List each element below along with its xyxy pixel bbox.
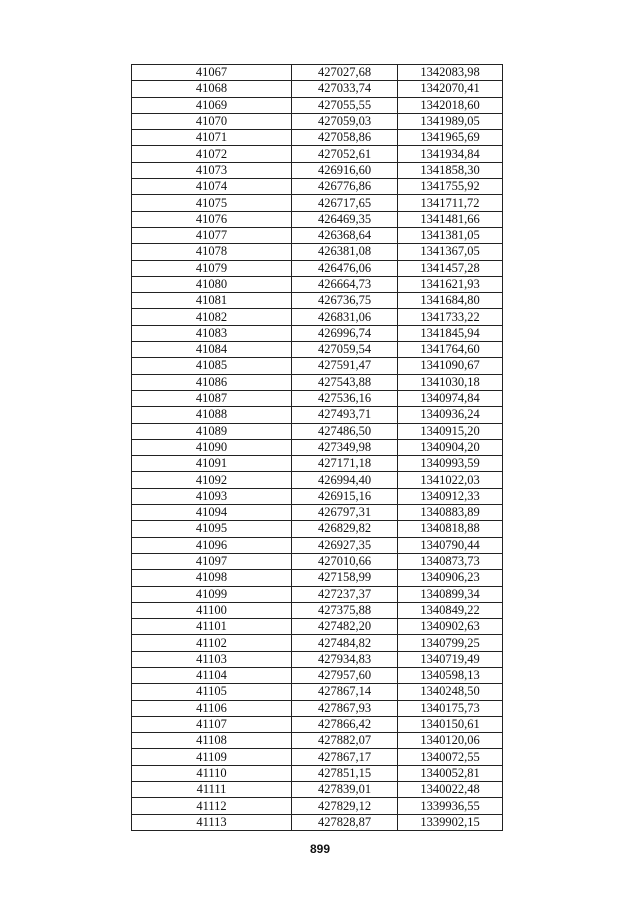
point-id-cell: 41082 bbox=[132, 309, 292, 325]
x-coordinate-cell: 426717,65 bbox=[292, 195, 398, 211]
y-coordinate-cell: 1340906,23 bbox=[398, 570, 503, 586]
x-coordinate-cell: 427867,17 bbox=[292, 749, 398, 765]
y-coordinate-cell: 1341858,30 bbox=[398, 162, 503, 178]
x-coordinate-cell: 426915,16 bbox=[292, 488, 398, 504]
point-id-cell: 41085 bbox=[132, 358, 292, 374]
y-coordinate-cell: 1340790,44 bbox=[398, 537, 503, 553]
x-coordinate-cell: 427828,87 bbox=[292, 814, 398, 830]
y-coordinate-cell: 1341030,18 bbox=[398, 374, 503, 390]
x-coordinate-cell: 426664,73 bbox=[292, 276, 398, 292]
point-id-cell: 41113 bbox=[132, 814, 292, 830]
y-coordinate-cell: 1339902,15 bbox=[398, 814, 503, 830]
table-row bbox=[132, 586, 503, 602]
table-row bbox=[132, 700, 503, 716]
point-id-cell: 41086 bbox=[132, 374, 292, 390]
point-id-cell: 41076 bbox=[132, 211, 292, 227]
table-row bbox=[132, 798, 503, 814]
point-id-cell: 41074 bbox=[132, 179, 292, 195]
point-id-cell: 41103 bbox=[132, 651, 292, 667]
point-id-cell: 41110 bbox=[132, 765, 292, 781]
x-coordinate-cell: 427591,47 bbox=[292, 358, 398, 374]
table-row bbox=[132, 619, 503, 635]
table-row bbox=[132, 81, 503, 97]
table-row bbox=[132, 570, 503, 586]
point-id-cell: 41097 bbox=[132, 553, 292, 569]
x-coordinate-cell: 426368,64 bbox=[292, 227, 398, 243]
table-row bbox=[132, 179, 503, 195]
table-row bbox=[132, 635, 503, 651]
point-id-cell: 41104 bbox=[132, 667, 292, 683]
point-id-cell: 41078 bbox=[132, 244, 292, 260]
y-coordinate-cell: 1341684,80 bbox=[398, 293, 503, 309]
table-row bbox=[132, 423, 503, 439]
y-coordinate-cell: 1340936,24 bbox=[398, 407, 503, 423]
point-id-cell: 41101 bbox=[132, 619, 292, 635]
table-row bbox=[132, 505, 503, 521]
x-coordinate-cell: 427058,86 bbox=[292, 130, 398, 146]
table-row bbox=[132, 162, 503, 178]
y-coordinate-cell: 1340598,13 bbox=[398, 667, 503, 683]
table-row bbox=[132, 782, 503, 798]
page-number: 899 bbox=[309, 842, 331, 856]
point-id-cell: 41070 bbox=[132, 113, 292, 129]
table-row bbox=[132, 472, 503, 488]
point-id-cell: 41092 bbox=[132, 472, 292, 488]
y-coordinate-cell: 1340902,63 bbox=[398, 619, 503, 635]
y-coordinate-cell: 1341755,92 bbox=[398, 179, 503, 195]
table-row bbox=[132, 65, 503, 81]
point-id-cell: 41108 bbox=[132, 733, 292, 749]
table-row bbox=[132, 358, 503, 374]
x-coordinate-cell: 427375,88 bbox=[292, 602, 398, 618]
x-coordinate-cell: 426829,82 bbox=[292, 521, 398, 537]
table-row bbox=[132, 211, 503, 227]
x-coordinate-cell: 427237,37 bbox=[292, 586, 398, 602]
table-row bbox=[132, 390, 503, 406]
x-coordinate-cell: 427052,61 bbox=[292, 146, 398, 162]
y-coordinate-cell: 1341621,93 bbox=[398, 276, 503, 292]
table-row bbox=[132, 537, 503, 553]
table-row bbox=[132, 146, 503, 162]
x-coordinate-cell: 427867,14 bbox=[292, 684, 398, 700]
point-id-cell: 41087 bbox=[132, 390, 292, 406]
y-coordinate-cell: 1340849,22 bbox=[398, 602, 503, 618]
table-row bbox=[132, 439, 503, 455]
table-row bbox=[132, 227, 503, 243]
point-id-cell: 41090 bbox=[132, 439, 292, 455]
point-id-cell: 41100 bbox=[132, 602, 292, 618]
point-id-cell: 41096 bbox=[132, 537, 292, 553]
point-id-cell: 41111 bbox=[132, 782, 292, 798]
y-coordinate-cell: 1339936,55 bbox=[398, 798, 503, 814]
x-coordinate-cell: 427484,82 bbox=[292, 635, 398, 651]
point-id-cell: 41077 bbox=[132, 227, 292, 243]
x-coordinate-cell: 427010,66 bbox=[292, 553, 398, 569]
x-coordinate-cell: 427033,74 bbox=[292, 81, 398, 97]
table-row bbox=[132, 97, 503, 113]
x-coordinate-cell: 427543,88 bbox=[292, 374, 398, 390]
table-row bbox=[132, 749, 503, 765]
x-coordinate-cell: 426916,60 bbox=[292, 162, 398, 178]
point-id-cell: 41091 bbox=[132, 456, 292, 472]
x-coordinate-cell: 427482,20 bbox=[292, 619, 398, 635]
coordinates-table bbox=[131, 64, 503, 831]
point-id-cell: 41109 bbox=[132, 749, 292, 765]
x-coordinate-cell: 426797,31 bbox=[292, 505, 398, 521]
point-id-cell: 41102 bbox=[132, 635, 292, 651]
x-coordinate-cell: 427536,16 bbox=[292, 390, 398, 406]
x-coordinate-cell: 426994,40 bbox=[292, 472, 398, 488]
point-id-cell: 41099 bbox=[132, 586, 292, 602]
x-coordinate-cell: 427829,12 bbox=[292, 798, 398, 814]
point-id-cell: 41067 bbox=[132, 65, 292, 81]
y-coordinate-cell: 1340072,55 bbox=[398, 749, 503, 765]
point-id-cell: 41072 bbox=[132, 146, 292, 162]
point-id-cell: 41083 bbox=[132, 325, 292, 341]
y-coordinate-cell: 1341022,03 bbox=[398, 472, 503, 488]
y-coordinate-cell: 1340899,34 bbox=[398, 586, 503, 602]
table-row bbox=[132, 733, 503, 749]
table-row bbox=[132, 814, 503, 830]
y-coordinate-cell: 1341381,05 bbox=[398, 227, 503, 243]
point-id-cell: 41073 bbox=[132, 162, 292, 178]
y-coordinate-cell: 1342018,60 bbox=[398, 97, 503, 113]
table-row bbox=[132, 325, 503, 341]
y-coordinate-cell: 1341989,05 bbox=[398, 113, 503, 129]
point-id-cell: 41084 bbox=[132, 342, 292, 358]
x-coordinate-cell: 426476,06 bbox=[292, 260, 398, 276]
table-row bbox=[132, 276, 503, 292]
y-coordinate-cell: 1341090,67 bbox=[398, 358, 503, 374]
y-coordinate-cell: 1341764,60 bbox=[398, 342, 503, 358]
y-coordinate-cell: 1341481,66 bbox=[398, 211, 503, 227]
point-id-cell: 41075 bbox=[132, 195, 292, 211]
table-row bbox=[132, 553, 503, 569]
point-id-cell: 41098 bbox=[132, 570, 292, 586]
x-coordinate-cell: 427486,50 bbox=[292, 423, 398, 439]
y-coordinate-cell: 1341934,84 bbox=[398, 146, 503, 162]
table-row bbox=[132, 765, 503, 781]
y-coordinate-cell: 1341367,05 bbox=[398, 244, 503, 260]
table-row bbox=[132, 293, 503, 309]
x-coordinate-cell: 426776,86 bbox=[292, 179, 398, 195]
y-coordinate-cell: 1340912,33 bbox=[398, 488, 503, 504]
x-coordinate-cell: 427158,99 bbox=[292, 570, 398, 586]
point-id-cell: 41106 bbox=[132, 700, 292, 716]
point-id-cell: 41088 bbox=[132, 407, 292, 423]
point-id-cell: 41079 bbox=[132, 260, 292, 276]
y-coordinate-cell: 1340799,25 bbox=[398, 635, 503, 651]
y-coordinate-cell: 1340150,61 bbox=[398, 716, 503, 732]
table-row bbox=[132, 342, 503, 358]
table-row bbox=[132, 716, 503, 732]
x-coordinate-cell: 427957,60 bbox=[292, 667, 398, 683]
x-coordinate-cell: 427493,71 bbox=[292, 407, 398, 423]
x-coordinate-cell: 427882,07 bbox=[292, 733, 398, 749]
y-coordinate-cell: 1341733,22 bbox=[398, 309, 503, 325]
table-row bbox=[132, 456, 503, 472]
x-coordinate-cell: 427027,68 bbox=[292, 65, 398, 81]
x-coordinate-cell: 426381,08 bbox=[292, 244, 398, 260]
y-coordinate-cell: 1340175,73 bbox=[398, 700, 503, 716]
y-coordinate-cell: 1341965,69 bbox=[398, 130, 503, 146]
x-coordinate-cell: 427059,03 bbox=[292, 113, 398, 129]
y-coordinate-cell: 1340993,59 bbox=[398, 456, 503, 472]
x-coordinate-cell: 427055,55 bbox=[292, 97, 398, 113]
point-id-cell: 41081 bbox=[132, 293, 292, 309]
x-coordinate-cell: 427059,54 bbox=[292, 342, 398, 358]
y-coordinate-cell: 1342083,98 bbox=[398, 65, 503, 81]
y-coordinate-cell: 1340873,73 bbox=[398, 553, 503, 569]
table-row bbox=[132, 521, 503, 537]
y-coordinate-cell: 1341711,72 bbox=[398, 195, 503, 211]
point-id-cell: 41107 bbox=[132, 716, 292, 732]
table-row bbox=[132, 260, 503, 276]
x-coordinate-cell: 427867,93 bbox=[292, 700, 398, 716]
y-coordinate-cell: 1341457,28 bbox=[398, 260, 503, 276]
y-coordinate-cell: 1340974,84 bbox=[398, 390, 503, 406]
x-coordinate-cell: 426996,74 bbox=[292, 325, 398, 341]
point-id-cell: 41095 bbox=[132, 521, 292, 537]
y-coordinate-cell: 1340904,20 bbox=[398, 439, 503, 455]
point-id-cell: 41071 bbox=[132, 130, 292, 146]
table-row bbox=[132, 374, 503, 390]
x-coordinate-cell: 426831,06 bbox=[292, 309, 398, 325]
x-coordinate-cell: 427171,18 bbox=[292, 456, 398, 472]
y-coordinate-cell: 1340818,88 bbox=[398, 521, 503, 537]
point-id-cell: 41112 bbox=[132, 798, 292, 814]
coordinates-table-body bbox=[132, 65, 503, 831]
point-id-cell: 41094 bbox=[132, 505, 292, 521]
table-row bbox=[132, 602, 503, 618]
table-row bbox=[132, 309, 503, 325]
table-row bbox=[132, 130, 503, 146]
point-id-cell: 41093 bbox=[132, 488, 292, 504]
y-coordinate-cell: 1341845,94 bbox=[398, 325, 503, 341]
point-id-cell: 41089 bbox=[132, 423, 292, 439]
x-coordinate-cell: 427851,15 bbox=[292, 765, 398, 781]
x-coordinate-cell: 426927,35 bbox=[292, 537, 398, 553]
point-id-cell: 41069 bbox=[132, 97, 292, 113]
table-row bbox=[132, 488, 503, 504]
y-coordinate-cell: 1340120,06 bbox=[398, 733, 503, 749]
y-coordinate-cell: 1340022,48 bbox=[398, 782, 503, 798]
table-row bbox=[132, 407, 503, 423]
y-coordinate-cell: 1340883,89 bbox=[398, 505, 503, 521]
x-coordinate-cell: 426469,35 bbox=[292, 211, 398, 227]
x-coordinate-cell: 426736,75 bbox=[292, 293, 398, 309]
y-coordinate-cell: 1342070,41 bbox=[398, 81, 503, 97]
table-row bbox=[132, 244, 503, 260]
point-id-cell: 41068 bbox=[132, 81, 292, 97]
x-coordinate-cell: 427934,83 bbox=[292, 651, 398, 667]
table-row bbox=[132, 195, 503, 211]
y-coordinate-cell: 1340719,49 bbox=[398, 651, 503, 667]
table-row bbox=[132, 651, 503, 667]
y-coordinate-cell: 1340052,81 bbox=[398, 765, 503, 781]
x-coordinate-cell: 427349,98 bbox=[292, 439, 398, 455]
x-coordinate-cell: 427839,01 bbox=[292, 782, 398, 798]
x-coordinate-cell: 427866,42 bbox=[292, 716, 398, 732]
table-row bbox=[132, 667, 503, 683]
y-coordinate-cell: 1340248,50 bbox=[398, 684, 503, 700]
point-id-cell: 41080 bbox=[132, 276, 292, 292]
y-coordinate-cell: 1340915,20 bbox=[398, 423, 503, 439]
table-row bbox=[132, 684, 503, 700]
table-row bbox=[132, 113, 503, 129]
point-id-cell: 41105 bbox=[132, 684, 292, 700]
